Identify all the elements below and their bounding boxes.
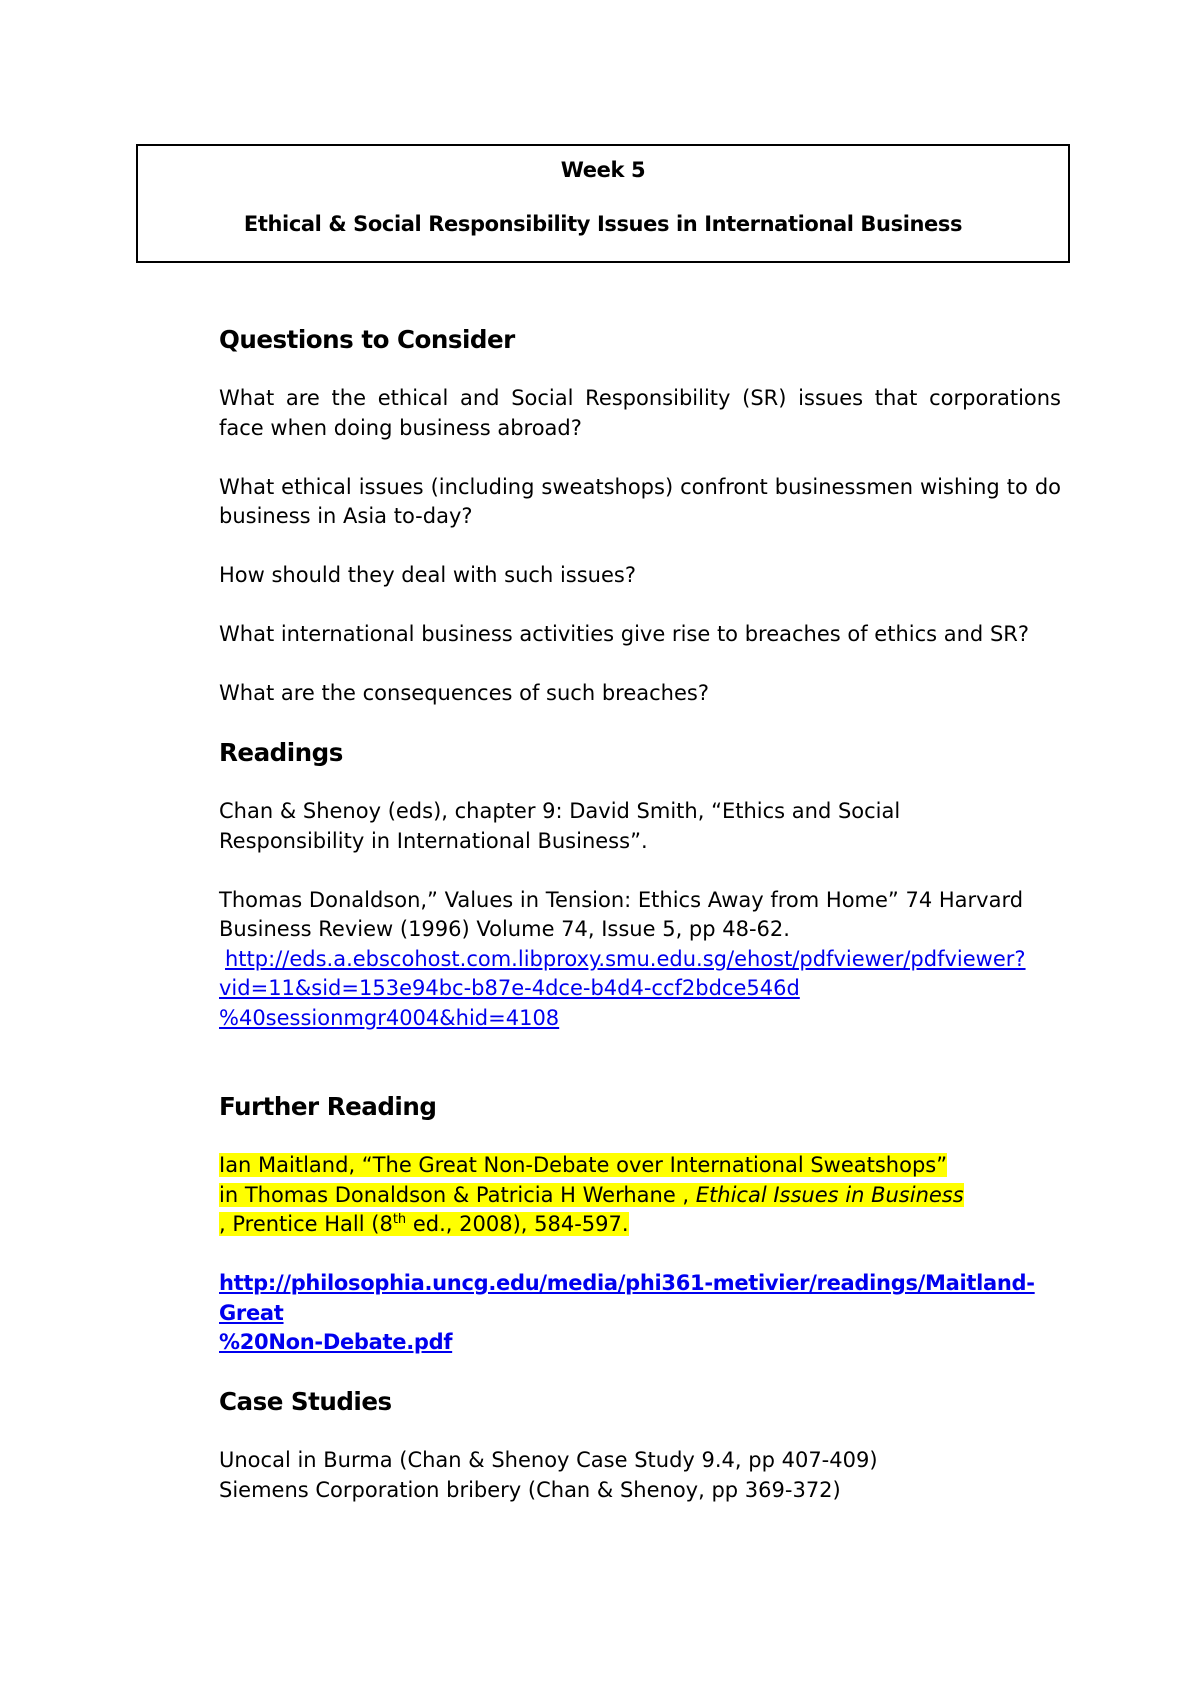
case-studies-list [219, 1446, 1061, 1505]
citation-superscript: th [392, 1212, 407, 1227]
reading-link-cont[interactable] [219, 1004, 1061, 1034]
case-studies-heading: Case Studies [219, 1387, 392, 1416]
maitland-link-part2[interactable]: %20Non-Debate.pdf [219, 1330, 453, 1354]
citation-text: , Prentice Hall (8 [219, 1212, 393, 1236]
ebsco-link-part1[interactable]: http://eds.a.ebscohost.com.libproxy.smu.edu.sg/ehost/pdfviewer/pdfviewer? [225, 946, 1026, 971]
citation-book-title: Ethical Issues in Business [695, 1182, 964, 1207]
further-reading-link[interactable] [219, 1269, 1061, 1328]
question-item: How should they deal with such issues? [219, 563, 636, 587]
title-box [136, 144, 1070, 263]
week-title: Week 5 [560, 158, 646, 182]
ebsco-link-part3[interactable]: %40sessionmgr4004&hid=4108 [219, 1005, 560, 1030]
case-study-item: Siemens Corporation bribery (Chan & Shenoy, pp 369-372) [219, 1477, 841, 1502]
topic-title: Ethical & Social Responsibility Issues in International Business [243, 212, 963, 236]
citation-text: ed., 2008), 584-597. [406, 1212, 629, 1236]
question-item: What ethical issues (including sweatshops) confront businessmen wishing to do business in Asia to-day? [219, 474, 1061, 528]
reading-item: Thomas Donaldson,” Values in Tension: Ethics Away from Home” 74 Harvard Business Review (1996) Volume 74, Issue 5, pp 48-62. [219, 887, 1024, 941]
reading-item: Chan & Shenoy (eds), chapter 9: David Smith, “Ethics and Social Responsibility in International Business”. [219, 799, 901, 853]
readings-heading: Readings [219, 738, 343, 767]
questions-heading: Questions to Consider [219, 325, 515, 354]
reading-link[interactable] [219, 945, 1061, 975]
further-reading-heading: Further Reading [219, 1092, 437, 1121]
maitland-link-part1[interactable]: http://philosophia.uncg.edu/media/phi361-metivier/readings/Maitland-Great [219, 1271, 1035, 1325]
document-body [219, 325, 1061, 1505]
highlighted-citation [219, 1153, 964, 1236]
question-item: What international business activities give rise to breaches of ethics and SR? [219, 622, 1030, 646]
case-study-item: Unocal in Burma (Chan & Shenoy Case Study 9.4, pp 407-409) [219, 1448, 878, 1472]
question-item: What are the consequences of such breaches? [219, 681, 709, 705]
ebsco-link-part2[interactable]: vid=11&sid=153e94bc-b87e-4dce-b4d4-ccf2bdce546d [219, 976, 800, 1000]
further-reading-link-cont[interactable] [219, 1328, 1061, 1358]
further-reading-citation [219, 1151, 1061, 1240]
reading-link-cont[interactable] [219, 974, 1061, 1004]
question-item: What are the ethical and Social Responsibility (SR) issues that corporations face when doing business abroad? [219, 386, 1061, 440]
citation-text: Ian Maitland, “The Great Non-Debate over International Sweatshops” in Thomas Donaldson & Patricia H Werhane , [219, 1153, 948, 1207]
